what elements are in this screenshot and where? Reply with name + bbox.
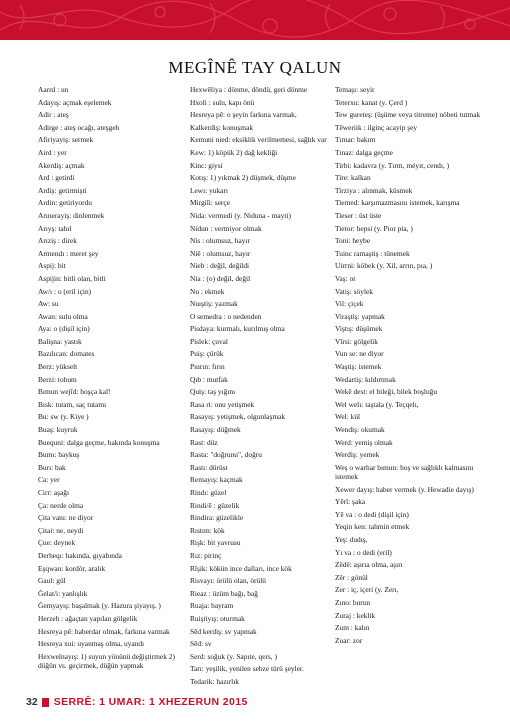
glossary-entry: Aspij: bit: [38, 261, 66, 271]
glossary-entry: Yeş: dudış,: [335, 534, 368, 544]
glossary-entry: Aspijin: bitli olan, bitli: [38, 273, 106, 283]
glossary-entry: Bısk: tutam, saç tutamı: [38, 399, 107, 409]
glossary-entry: Wendiş: okumak: [335, 425, 385, 435]
glossary-entry: O semedra : o nedenden: [190, 311, 262, 321]
glossary-entry: Aw/ı : o (eril için): [38, 286, 92, 296]
glossary-entry: Hexwelnayış: 1) suyun yönünü değiştirmek 2) düğün vs. geçirmek, düğün yapmak: [38, 651, 175, 670]
glossary-entry: Werdiş: yemek: [335, 450, 380, 460]
glossary-entry: Rasayış: düğmek: [190, 425, 241, 435]
glossary-entry: Nieb : değil, değildi: [190, 261, 250, 271]
glossary-entry: Rasayış: yetişmek, olgunlaşmak: [190, 412, 286, 422]
glossary-entry: Werd: yemiş olmak: [335, 437, 393, 447]
glossary-entry: Xewer dayış: haber vermek (y. Hewadie dayış): [335, 484, 474, 494]
glossary-entry: Tiemed: karşımazmasını istemek, karışma: [335, 198, 460, 208]
glossary-column-3: [335, 85, 485, 648]
glossary-entry: Rast: düz: [190, 437, 218, 447]
glossary-entry: Balişna: yastık: [38, 336, 82, 346]
glossary-entry: Gaul: gül: [38, 576, 66, 586]
glossary-entry: Ruiştiyış: oturmak: [190, 613, 245, 623]
glossary-entry: Tieser : üst üste: [335, 210, 382, 220]
glossary-entry: Rasa ri: onu yetişmek: [190, 399, 255, 409]
glossary-entry: Aird : yer: [38, 147, 67, 157]
glossary-entry: Çue: deynek: [38, 538, 76, 548]
glossary-entry: Tınaz: dalga geçme: [335, 147, 393, 157]
glossary-entry: Nia : (o) değil, değil: [190, 273, 251, 283]
glossary-entry: Adirge : ateş ocağı, ateşgeh: [38, 122, 120, 132]
glossary-entry: Wekê dest: el bileği, bilek boşluğu: [335, 387, 438, 397]
glossary-entry: Hesreya pê: haberdar olmak, farkına varmak: [38, 626, 170, 636]
glossary-entry: Kalkerdiş: konuşmak: [190, 122, 254, 132]
glossary-entry: Pislek: çuval: [190, 336, 228, 346]
glossary-column-1: [38, 85, 188, 674]
glossary-entry: Tımar: bakım: [335, 135, 376, 145]
glossary-entry: Risvayı: örülü olan, örülü: [190, 576, 266, 586]
glossary-entry: Zuraj : keklik: [335, 610, 376, 620]
page-title: MEGÎNÊ TAY QALUN: [168, 58, 342, 77]
glossary-entry: Rasta: "doğrunu", doğru: [190, 450, 262, 460]
glossary-entry: Adayış: açmak eşelemek: [38, 97, 112, 107]
glossary-entry: Wel: kül: [335, 412, 361, 422]
glossary-entry: Tirbi: kadavra (y. Tırm, méyıt, cendı, ): [335, 160, 450, 170]
glossary-entry: Vîrsi: gölgelik: [335, 336, 378, 346]
glossary-entry: Rindi/ê : güzelik: [190, 500, 240, 510]
glossary-entry: Rastı: dürüst: [190, 462, 228, 472]
glossary-entry: Nuıştiş: yazmak: [190, 299, 238, 309]
glossary-entry: Kew: 1) köpük 2) dağ kekliği: [190, 147, 278, 157]
glossary-columns: [0, 85, 510, 690]
glossary-entry: Zêdê: aşırıa olma, aşırı: [335, 560, 403, 570]
glossary-entry: Waştiş: istemek: [335, 362, 382, 372]
glossary-entry: Sêd: sv: [190, 639, 212, 649]
page-number: 32: [26, 696, 38, 708]
glossary-entry: Viştış: düşümek: [335, 324, 383, 334]
glossary-entry: Arıziş : direk: [38, 236, 77, 246]
glossary-entry: Yêrî: şaka: [335, 497, 366, 507]
glossary-entry: Ardiş: getirmişti: [38, 185, 87, 195]
glossary-entry: Puiş: çürük: [190, 349, 224, 359]
glossary-entry: Rişk: bit yavrusu: [190, 538, 241, 548]
glossary-entry: Berz: yükselt: [38, 362, 78, 372]
glossary-entry: Hxoli : sulu, kapı önü: [190, 97, 255, 107]
glossary-column-2: [190, 85, 330, 690]
glossary-entry: Nida: vermedi (y. Niduna - mayti): [190, 210, 291, 220]
glossary-entry: Têweriik : ilginç acayip şey: [335, 122, 418, 132]
glossary-entry: Rız: pirinç: [190, 550, 222, 560]
glossary-entry: Vun se: ne diyor: [335, 349, 384, 359]
glossary-entry: Afiriyayiş: sermek: [38, 135, 94, 145]
glossary-entry: Tietor: hepsi (y. Pior pia, ): [335, 223, 413, 233]
glossary-entry: Nu : ekmek: [190, 286, 225, 296]
glossary-entry: Lewı: yukarı: [190, 185, 228, 195]
glossary-entry: Rîşik: kökün ince dalları, ince kök: [190, 563, 292, 573]
glossary-entry: Çita vanı: ne diyor: [38, 513, 94, 523]
glossary-entry: Yeqin ken: tahmin etmek: [335, 522, 410, 532]
glossary-entry: Berzi: tohum: [38, 374, 77, 384]
glossary-entry: Rindira: güzelikle: [190, 513, 244, 523]
glossary-entry: Kemuni nied: eksiklik verilmemesi, sağlık var: [190, 135, 327, 145]
glossary-entry: Awan: sulu olma: [38, 311, 88, 321]
glossary-entry: Uirrni: köbek (y. Xil, arrın, pıa, ): [335, 261, 433, 271]
glossary-entry: Wel welı: taştala (y. Teçqelı,: [335, 399, 419, 409]
glossary-entry: Zêr : gönül: [335, 572, 368, 582]
glossary-entry: Hesreya xui: uyanmaş olma, uyandı: [38, 639, 145, 649]
glossary-entry: Aya: o (dişil için): [38, 324, 90, 334]
glossary-entry: Burı: bak: [38, 462, 66, 472]
glossary-entry: Adir : ateş: [38, 110, 69, 120]
glossary-entry: Niê : olumsuz, hayır: [190, 248, 251, 258]
glossary-entry: Rıstım: kök: [190, 525, 225, 535]
page-footer: [26, 695, 248, 709]
glossary-entry: Vatiş: söylek: [335, 286, 373, 296]
glossary-entry: Mirgiîi: serçe: [190, 198, 230, 208]
glossary-entry: Eşqwan: kordör, aralık: [38, 563, 106, 573]
glossary-entry: Teterxu: kanat (y. Çerd ): [335, 97, 408, 107]
glossary-entry: Nis : olumsuz, hayır: [190, 236, 250, 246]
glossary-entry: Zum : kalın: [335, 623, 370, 633]
footer-square-marker: [42, 698, 49, 707]
decorative-banner: [0, 0, 510, 40]
glossary-entry: Zer : iç, içeri (y. Zerı,: [335, 585, 399, 595]
glossary-entry: Sêd kerdiş: sv yapmak: [190, 626, 257, 636]
glossary-entry: Bazılıcan: domates: [38, 349, 95, 359]
glossary-entry: Ça: nerde olma: [38, 500, 84, 510]
glossary-entry: Kotış: 1) yıkmak 2) düşmek, düşme: [190, 173, 296, 183]
glossary-entry: Bu: sw (y. Kiye ): [38, 412, 89, 422]
glossary-entry: Çitai: ne, neydi: [38, 525, 84, 535]
glossary-entry: Arınerayiş: dinlenmek: [38, 210, 105, 220]
glossary-entry: Aarrd : un: [38, 85, 69, 94]
glossary-entry: Serd: soğuk (y. Sapıte, qers, ): [190, 651, 277, 661]
glossary-entry: Remayış: kaçmak: [190, 475, 243, 485]
glossary-entry: Arıyş: tahıl: [38, 223, 72, 233]
glossary-entry: Zuar: zor: [335, 635, 363, 645]
glossary-entry: Armendı : meret şey: [38, 248, 99, 258]
glossary-entry: Rindı: güzel: [190, 488, 227, 497]
glossary-entry: Ruaja: bayram: [190, 601, 234, 611]
glossary-entry: Pıurın: fırın: [190, 362, 225, 372]
glossary-entry: Hesreya pê: o şeyin farkına varmak,: [190, 110, 297, 120]
glossary-entry: Zıno: burun: [335, 597, 371, 607]
glossary-entry: Buequni: dalga geçme, hakında konuşma: [38, 437, 160, 447]
glossary-entry: Yı va : o dedi (eril): [335, 547, 392, 557]
glossary-entry: Yê va : o dedi (dişil için): [335, 509, 409, 519]
glossary-entry: Derheqı: hakında, gıyabında: [38, 550, 122, 560]
glossary-entry: Rieaz : üzüm bağı, bağ: [190, 588, 258, 598]
glossary-entry: Vaş: ot: [335, 273, 356, 283]
glossary-entry: Tarı: yeşilik, yenilen sebze türü şeyler.: [190, 664, 304, 674]
glossary-entry: Viraştiş: yapmak: [335, 311, 385, 321]
glossary-entry: Tuinc ramaştiş : tünemek: [335, 248, 410, 258]
glossary-entry: Buaş: kuyruk: [38, 425, 78, 435]
glossary-entry: Akerdiş: açmak: [38, 160, 85, 170]
glossary-entry: Quiş: taş yığını: [190, 387, 236, 397]
glossary-entry: Ca: yer: [38, 475, 60, 485]
glossary-entry: Wedartiş: kıldırtmak: [335, 374, 396, 384]
glossary-entry: Ğemyayış: başalmak (y. Hazura şiyayış. ): [38, 601, 161, 611]
glossary-entry: Bımun wejîd: hoşça kal!: [38, 387, 111, 397]
glossary-entry: Temaşı: seyir: [335, 85, 375, 94]
glossary-entry: Pisdaya: kurmalı, kurılmış olma: [190, 324, 285, 334]
glossary-entry: Tire: kalkan: [335, 173, 371, 183]
glossary-entry: Weş o warhar bımun: hoş ve sağlıklı kalmasını istemek: [335, 462, 474, 482]
glossary-entry: Vil: çiçek: [335, 299, 364, 309]
glossary-entry: Ardin: getiriyordu: [38, 198, 92, 208]
glossary-entry: Bumı: baykuş: [38, 450, 80, 460]
glossary-entry: Cirr: aşağı: [38, 488, 69, 497]
glossary-entry: Ard : getirdi: [38, 173, 75, 183]
glossary-entry: Tirziya : alınmak, küsmek: [335, 185, 413, 195]
issue-info: SERRÊ: 1 UMAR: 1 XHEZERUN 2015: [53, 696, 248, 708]
glossary-entry: Toni: heybe: [335, 236, 370, 246]
glossary-entry: Qıb : mutfak: [190, 374, 228, 384]
glossary-entry: Hexwêliya : dönme, döndü, geri dönme: [190, 85, 308, 94]
glossary-entry: Tedarik: hazırlık: [190, 676, 239, 686]
glossary-entry: Nidun : vermiyor olmak: [190, 223, 262, 233]
glossary-entry: Aw: su: [38, 299, 59, 309]
glossary-entry: Ğelat/i: yanlışlık: [38, 588, 88, 598]
floral-pattern-icon: [0, 0, 510, 40]
glossary-entry: Tew gureteş: (üşüme veya titreme) nöbeti tutmak: [335, 110, 481, 120]
glossary-entry: Herzeh : ağaçtan yapılan gölgelik: [38, 613, 138, 623]
glossary-entry: Kinc: giysi: [190, 160, 223, 170]
